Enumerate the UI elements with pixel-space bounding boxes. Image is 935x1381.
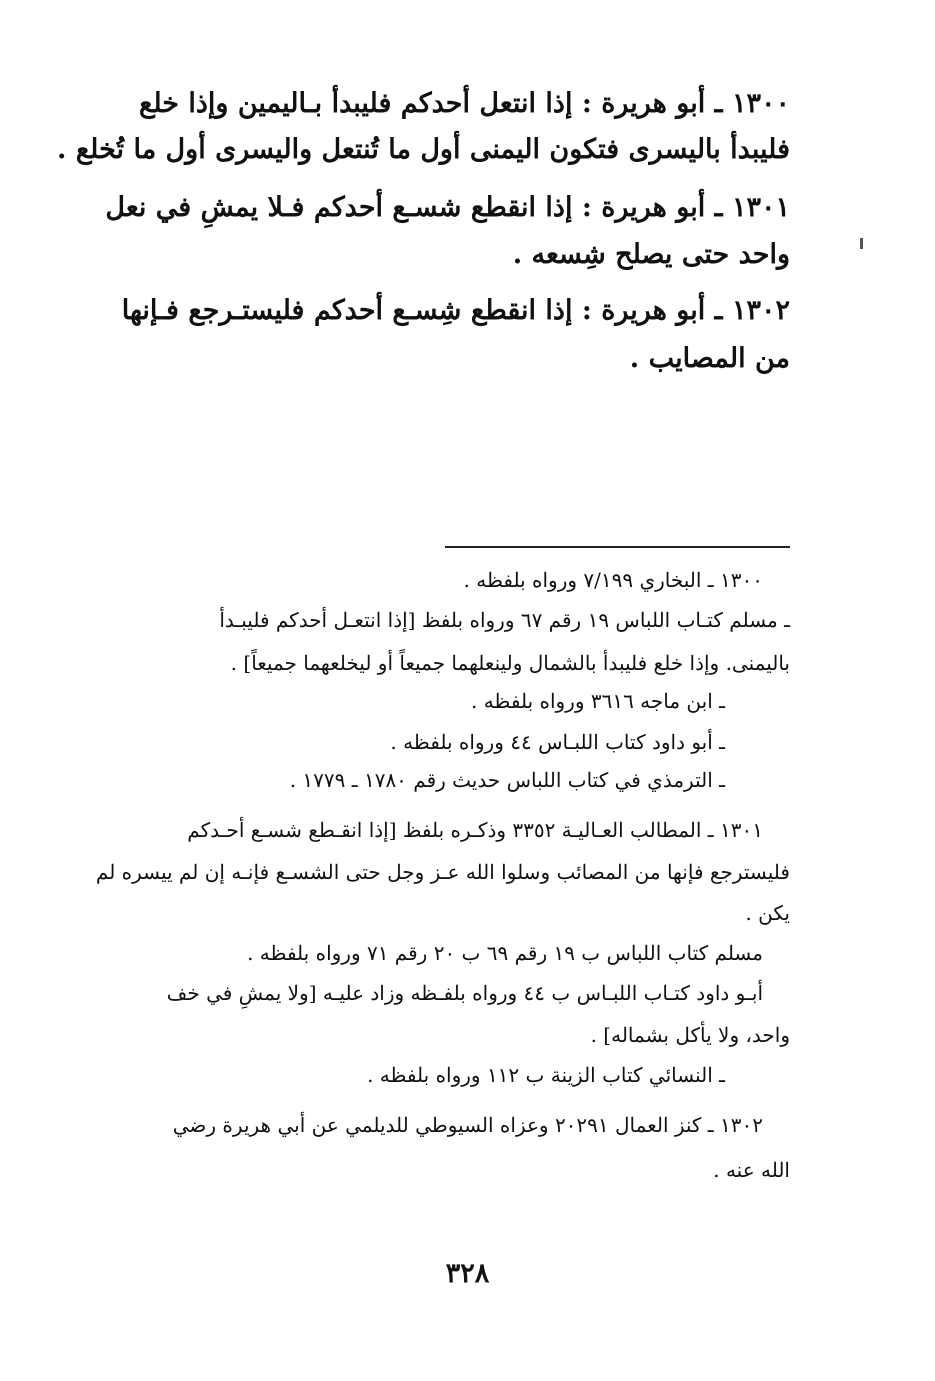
footnote-line: فليسترجع فإنها من المصائب وسلوا الله عـز وجل حتى الشسـع فإنـه إن لم ييسره لم	[95, 860, 790, 884]
hadith-line: ١٣٠٠ ـ أبو هريرة : إذا انتعل أحدكم فليبدأ بـاليمين وإذا خلع	[138, 88, 790, 119]
footnote-line: باليمنى. وإذا خلع فليبدأ بالشمال ولينعلهما جميعاً أو ليخلعهما جميعاً] .	[230, 651, 790, 675]
footnote-line: ـ مسلم كتـاب اللباس ١٩ رقم ٦٧ ورواه بلفظ [إذا انتعـل أحدكم فليبـدأ	[219, 608, 790, 632]
page-number: ٣٢٨	[445, 1258, 490, 1289]
footnote-line: يكن .	[745, 901, 790, 925]
footnote-line: ـ أبو داود كتاب اللبـاس ٤٤ ورواه بلفظه .	[390, 730, 725, 754]
footnote-line: ١٣٠٢ ـ كنز العمال ٢٠٢٩١ وعزاه السيوطي للديلمي عن أبي هريرة رضي	[172, 1113, 763, 1137]
scan-speck	[860, 238, 863, 249]
footnote-line: أبـو داود كتـاب اللبـاس ب ٤٤ ورواه بلفـظه وزاد عليـه [ولا يمشِ في خف	[166, 981, 763, 1005]
footnote-line: الله عنه .	[713, 1158, 790, 1182]
hadith-line: ١٣٠٢ ـ أبو هريرة : إذا انقطع شِسـع أحدكم فليستـرجع فـإنها	[121, 295, 790, 326]
footnote-line: واحد، ولا يأكل بشماله] .	[590, 1023, 790, 1047]
hadith-line: واحد حتى يصلح شِسعه .	[512, 239, 790, 270]
hadith-line: فليبدأ باليسرى فتكون اليمنى أول ما تُنتعل واليسرى أول ما تُخلع .	[57, 134, 790, 165]
footnote-line: ١٣٠١ ـ المطالب العـاليـة ٣٣٥٢ وذكـره بلفظ [إذا انقـطع شسـع أحـدكم	[187, 818, 763, 842]
footnote-line: ـ ابن ماجه ٣٦١٦ ورواه بلفظه .	[470, 689, 725, 713]
footnote-line: ـ الترمذي في كتاب اللباس حديث رقم ١٧٨٠ ـ ١٧٧٩ .	[289, 768, 725, 792]
hadith-line: من المصايب .	[629, 343, 790, 374]
footnote-line: ١٣٠٠ ـ البخاري ٧/١٩٩ ورواه بلفظه .	[463, 568, 763, 592]
footnote-line: ـ النسائي كتاب الزينة ب ١١٢ ورواه بلفظه .	[367, 1063, 725, 1087]
footnote-line: مسلم كتاب اللباس ب ١٩ رقم ٦٩ ب ٢٠ رقم ٧١ ورواه بلفظه .	[247, 941, 763, 965]
footnote-divider	[445, 546, 790, 548]
hadith-line: ١٣٠١ ـ أبو هريرة : إذا انقطع شسـع أحدكم فـلا يمشِ في نعل	[105, 192, 790, 223]
